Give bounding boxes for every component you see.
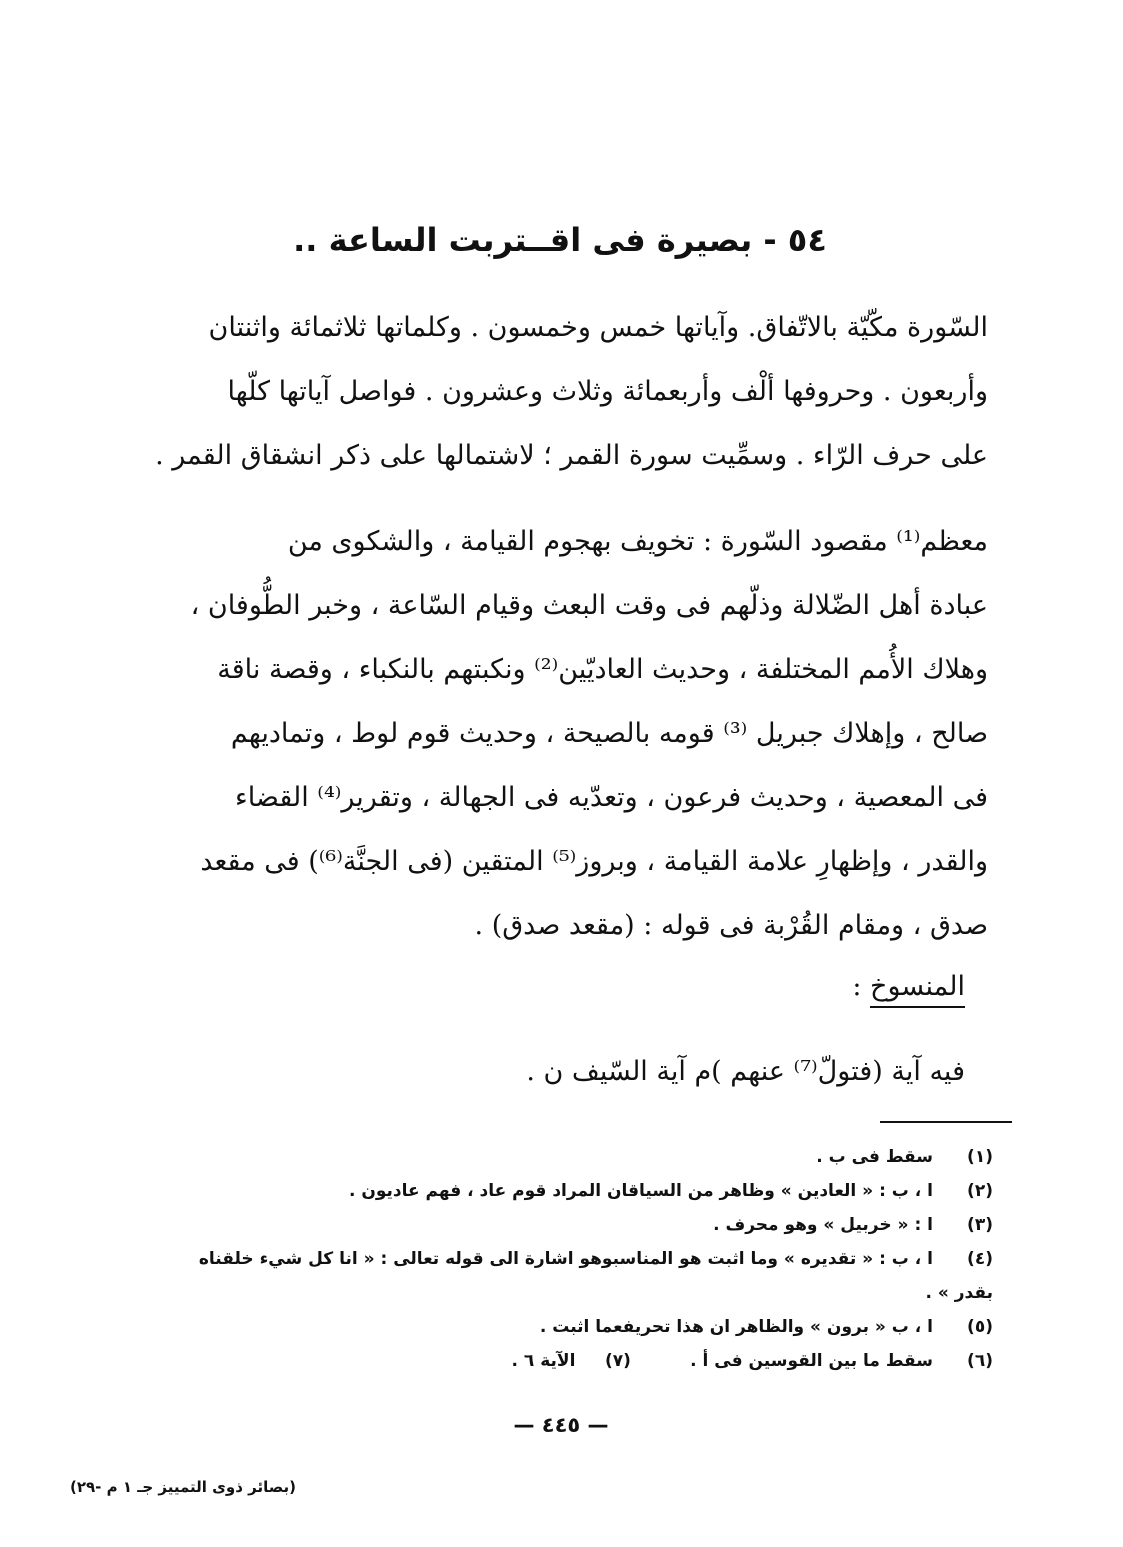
mansukh-heading [852, 955, 965, 1019]
paragraph-line: معظم⁽¹⁾ مقصود السّورة : تخويف بهجوم القيامة ، والشكوى من [287, 526, 988, 557]
footnote-text: ا ، ب « برون » والظاهر ان هذا تحريفعما اثبت . [539, 1317, 933, 1337]
paragraph-line: والقدر ، وإظهارِ علامة القيامة ، وبروز⁽⁵⁾ المتقين (فى الجنَّة⁽⁶⁾) فى مقعد [200, 846, 988, 877]
footnote-number: (٦) [967, 1351, 993, 1371]
footnote-item [138, 1174, 993, 1208]
footnote-number: (٥) [967, 1317, 993, 1337]
footnote-text: سقط فى ب . [816, 1147, 933, 1167]
paragraph-line: عبادة أهل الضّلالة وذلّهم فى وقت البعث وقيام السّاعة ، وخبر الطُّوفان ، [190, 590, 988, 621]
paragraph-line: وهلاك الأُمم المختلفة ، وحديث العاديّين⁽²⁾ ونكبتهم بالنكباء ، وقصة ناقة [217, 654, 988, 685]
footnote-text: ا ، ب : « تقديره » وما اثبت هو المناسبوهو اشارة الى قوله تعالى : « انا كل شيء خلقناه [198, 1249, 933, 1269]
paragraph-line: صدق ، ومقام القُرْبة فى قوله : (مقعد صدق) . [474, 910, 988, 941]
paragraph-intro [138, 296, 988, 488]
chapter-title: ٥٤ - بصيرة فى اقــتربت الساعة .. [293, 221, 827, 259]
footnote-text: ا : « خربيل » وهو محرف . [713, 1215, 933, 1235]
paragraph-line: على حرف الرّاء . وسمِّيت سورة القمر ؛ لاشتمالها على ذكر انشقاق القمر . [155, 440, 988, 471]
footnote-item [138, 1344, 993, 1378]
paragraph-line: فى المعصية ، وحديث فرعون ، وتعدّيه فى الجهالة ، وتقرير⁽⁴⁾ القضاء [235, 782, 988, 813]
mansukh-heading-label: المنسوخ [870, 971, 965, 1008]
footnote-item [138, 1140, 993, 1174]
footnote-number: (٣) [967, 1215, 993, 1235]
mansukh-heading-colon: : [852, 971, 871, 1002]
footnote-number: (١) [967, 1147, 993, 1167]
footnote-continuation [138, 1276, 993, 1310]
footnote-text: سقط ما بين القوسين فى أ . (٧) الآية ٦ . [511, 1351, 933, 1371]
mansukh-text: فيه آية (فتولّ⁽⁷⁾ عنهم )م آية السّيف ن . [526, 1056, 965, 1087]
footnote-item [138, 1208, 993, 1242]
footnote-item [138, 1242, 993, 1276]
paragraph-line: صالح ، وإهلاك جبريل ⁽³⁾ قومه بالصيحة ، وحديث قوم لوط ، وتماديهم [230, 718, 988, 749]
page-number: — ٤٤٥ — [513, 1413, 609, 1437]
footnote-number: (٤) [967, 1249, 993, 1269]
footnote-number: (٢) [967, 1181, 993, 1201]
footnotes [138, 1140, 993, 1378]
paragraph-line: وأربعون . وحروفها ألْف وأربعمائة وثلاث وعشرون . فواصل آياتها كلّها [227, 376, 988, 407]
paragraph-line: السّورة مكّيّة بالاتّفاق. وآياتها خمس وخمسون . وكلماتها ثلاثمائة واثنتان [208, 312, 988, 343]
footnote-text: ا ، ب : « العادين » وظاهر من السياقان المراد قوم عاد ، فهم عاديون . [348, 1181, 933, 1201]
footnote-item [138, 1310, 993, 1344]
footnote-text: بقدر » . [925, 1283, 993, 1303]
paragraph-purpose [138, 510, 988, 958]
footnote-divider [880, 1121, 1012, 1123]
book-signature: (بصائر ذوى التمييز جـ ١ م -٢٩) [70, 1478, 296, 1496]
